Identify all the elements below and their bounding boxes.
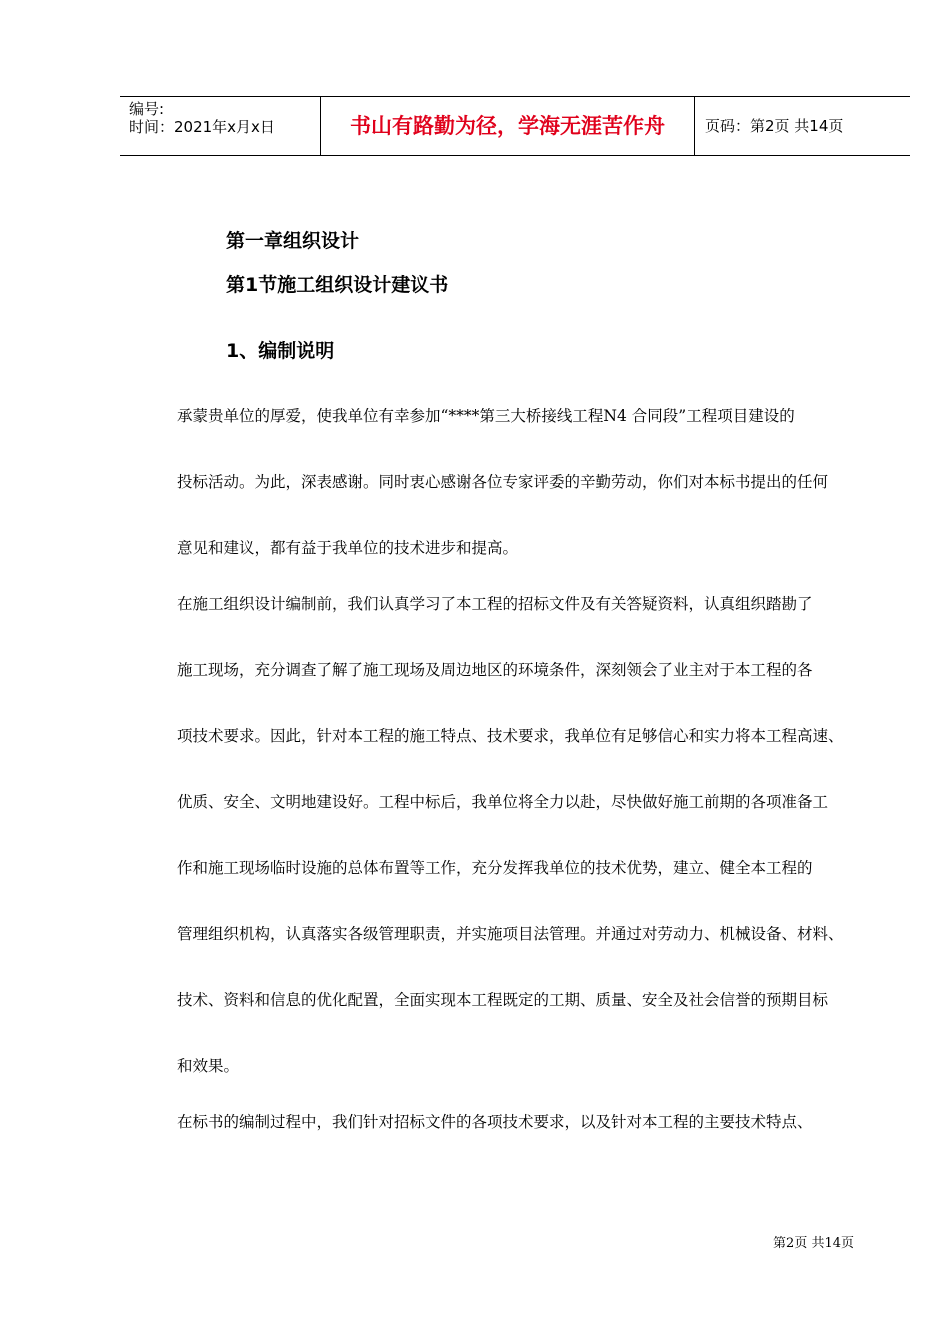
section-title: 第1节施工组织设计建议书 [226,274,449,296]
document-time-label: 时间：2021年x月x日 [129,118,275,136]
page-footer-number: 第2页 共14页 [773,1236,854,1251]
page-header [120,96,910,156]
body-line: 承蒙贵单位的厚爱，使我单位有幸参加“****第三大桥接线工程N4 合同段”工程项目建设的 [177,407,795,425]
chapter-title: 第一章组织设计 [226,230,360,252]
body-line: 作和施工现场临时设施的总体布置等工作，充分发挥我单位的技术优势，建立、健全本工程的 [177,859,813,877]
body-line: 施工现场，充分调查了解了施工现场及周边地区的环境条件，深刻领会了业主对于本工程的各 [177,661,813,679]
body-line: 管理组织机构，认真落实各级管理职责，并实施项目法管理。并通过对劳动力、机械设备、材料、 [177,925,844,943]
body-line: 在施工组织设计编制前，我们认真学习了本工程的招标文件及有关答疑资料，认真组织踏勘了 [177,595,813,613]
body-line: 和效果。 [177,1057,240,1075]
subsection-title: 1、编制说明 [226,340,335,362]
header-page-info: 页码：第2页 共14页 [705,117,844,135]
document-number-label: 编号: [129,100,165,118]
header-motto: 书山有路勤为径，学海无涯苦作舟 [321,97,695,155]
body-line: 投标活动。为此，深表感谢。同时衷心感谢各位专家评委的辛勤劳动，你们对本标书提出的任何 [177,473,829,491]
header-meta [120,97,321,155]
body-line: 优质、安全、文明地建设好。工程中标后，我单位将全力以赴，尽快做好施工前期的各项准备工 [177,793,829,811]
body-line: 项技术要求。因此，针对本工程的施工特点、技术要求，我单位有足够信心和实力将本工程高速、 [177,727,844,745]
body-line: 技术、资料和信息的优化配置，全面实现本工程既定的工期、质量、安全及社会信誉的预期目标 [177,991,829,1009]
body-line: 意见和建议，都有益于我单位的技术进步和提高。 [177,539,519,557]
body-line: 在标书的编制过程中，我们针对招标文件的各项技术要求，以及针对本工程的主要技术特点、 [177,1113,813,1131]
